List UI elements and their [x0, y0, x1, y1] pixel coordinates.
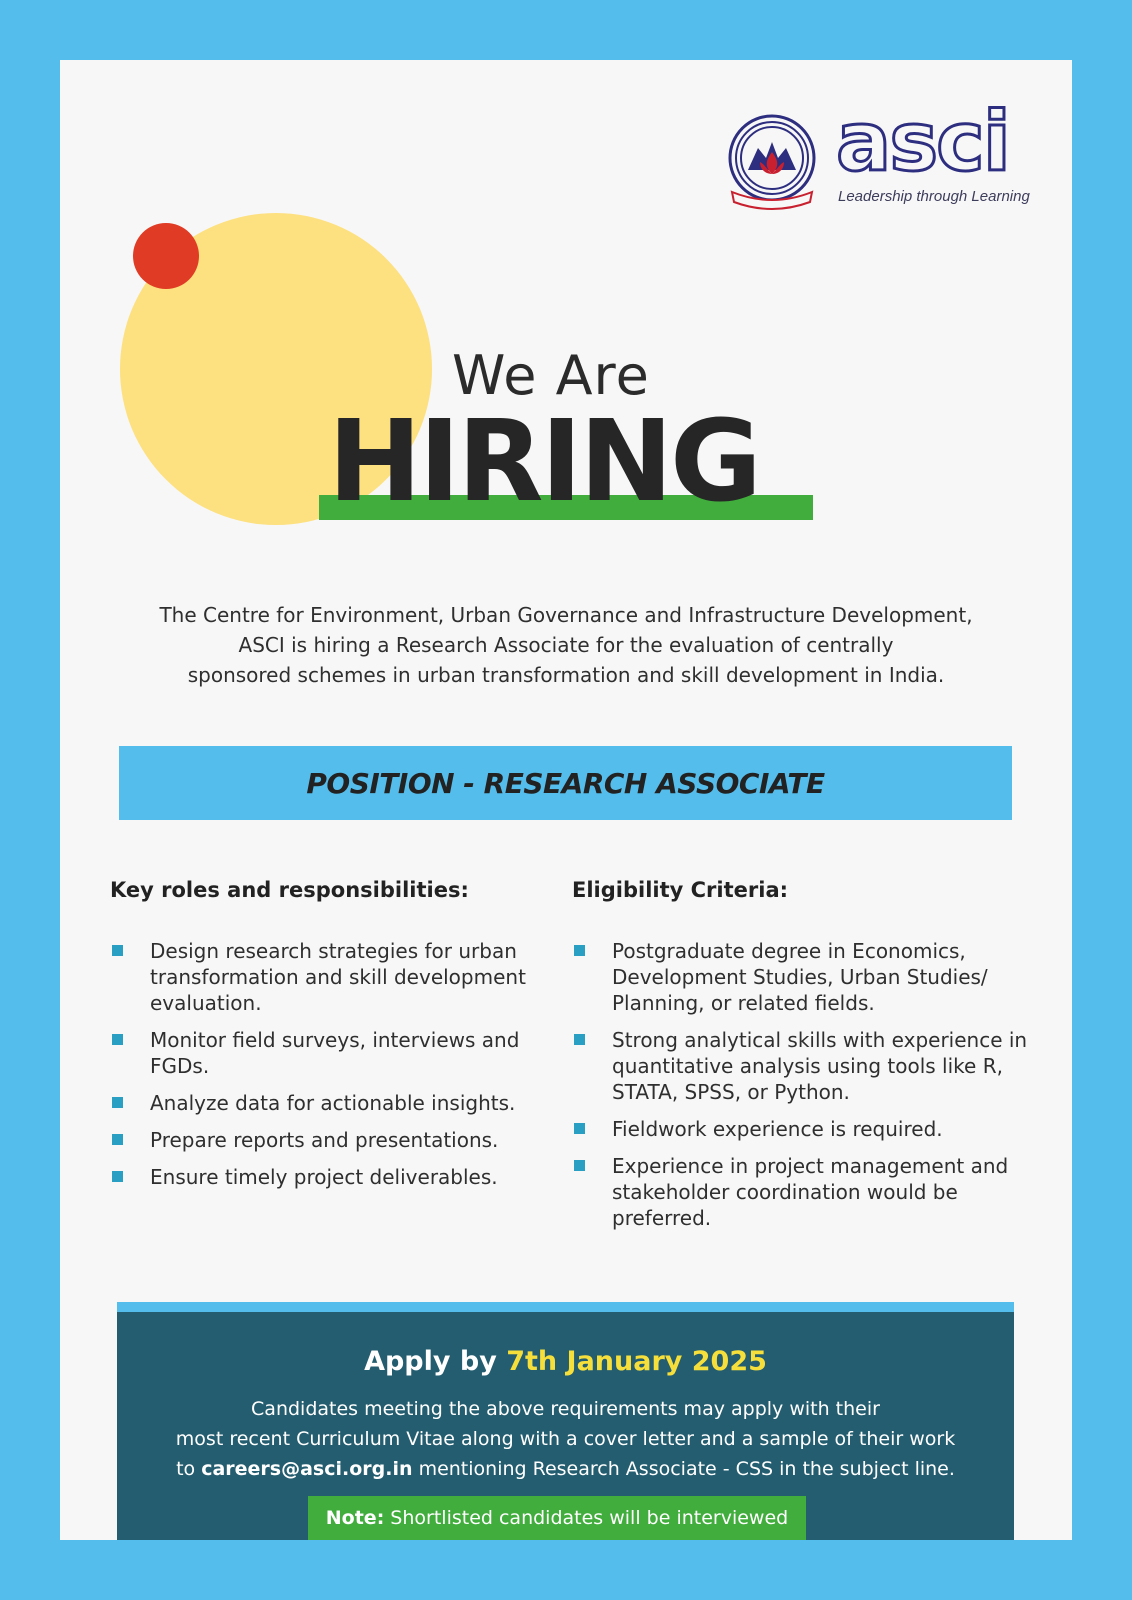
apply-line: most recent Curriculum Vitae along with a cover letter and a sample of their work — [175, 1428, 956, 1450]
square-bullet-icon — [112, 1134, 123, 1145]
square-bullet-icon — [112, 1097, 123, 1108]
eligibility-section — [572, 878, 1032, 1242]
note-text: Shortlisted candidates will be interviewed — [390, 1507, 789, 1529]
square-bullet-icon — [574, 1034, 585, 1045]
eligibility-list — [572, 938, 1032, 1231]
asci-wordmark: asci — [836, 95, 1009, 190]
logo-tagline: Leadership through Learning — [838, 188, 1030, 205]
apply-line: Candidates meeting the above requirements may apply with their — [251, 1398, 880, 1420]
list-item: Monitor field surveys, interviews and FGDs. — [110, 1027, 530, 1079]
note-banner — [308, 1496, 806, 1540]
apply-date: 7th January 2025 — [506, 1346, 767, 1377]
note-label: Note: — [325, 1507, 385, 1529]
apply-prefix: Apply by — [364, 1346, 497, 1377]
apply-line-prefix: to — [176, 1458, 196, 1480]
square-bullet-icon — [112, 945, 123, 956]
poster — [60, 60, 1072, 1540]
intro-line: The Centre for Environment, Urban Governance and Infrastructure Development, — [159, 603, 973, 627]
apply-deadline — [117, 1346, 1014, 1377]
intro-paragraph — [80, 600, 1052, 690]
square-bullet-icon — [574, 1160, 585, 1171]
roles-list — [110, 938, 530, 1190]
list-item: Strong analytical skills with experience in quantitative analysis using tools like R, STATA, SPSS, or Python. — [572, 1027, 1032, 1105]
position-banner — [119, 746, 1012, 820]
asci-emblem-icon — [726, 108, 822, 218]
title-hiring: HIRING — [328, 397, 759, 527]
list-item: Fieldwork experience is required. — [572, 1116, 1032, 1142]
square-bullet-icon — [112, 1034, 123, 1045]
list-item: Analyze data for actionable insights. — [110, 1090, 530, 1116]
roles-section — [110, 878, 530, 1201]
square-bullet-icon — [112, 1171, 123, 1182]
red-circle-decoration — [133, 223, 199, 289]
list-item: Experience in project management and stakeholder coordination would be preferred. — [572, 1153, 1032, 1231]
list-item: Design research strategies for urban transformation and skill development evaluation. — [110, 938, 530, 1016]
apply-line-suffix: mentioning Research Associate - CSS in the subject line. — [418, 1458, 955, 1480]
asci-logo — [736, 95, 1036, 218]
title-we-are: We Are — [452, 344, 650, 407]
intro-line: ASCI is hiring a Research Associate for the evaluation of centrally — [238, 633, 894, 657]
list-item: Postgraduate degree in Economics, Development Studies, Urban Studies/ Planning, or related fields. — [572, 938, 1032, 1016]
position-title: POSITION - RESEARCH ASSOCIATE — [306, 766, 825, 800]
careers-email-link[interactable]: careers@asci.org.in — [201, 1458, 413, 1480]
roles-heading: Key roles and responsibilities: — [110, 878, 469, 902]
list-item: Prepare reports and presentations. — [110, 1127, 530, 1153]
apply-instructions — [117, 1394, 1014, 1484]
square-bullet-icon — [574, 945, 585, 956]
square-bullet-icon — [574, 1123, 585, 1134]
list-item: Ensure timely project deliverables. — [110, 1164, 530, 1190]
apply-section — [117, 1312, 1014, 1540]
intro-line: sponsored schemes in urban transformation and skill development in India. — [187, 663, 945, 687]
eligibility-heading: Eligibility Criteria: — [572, 878, 789, 902]
